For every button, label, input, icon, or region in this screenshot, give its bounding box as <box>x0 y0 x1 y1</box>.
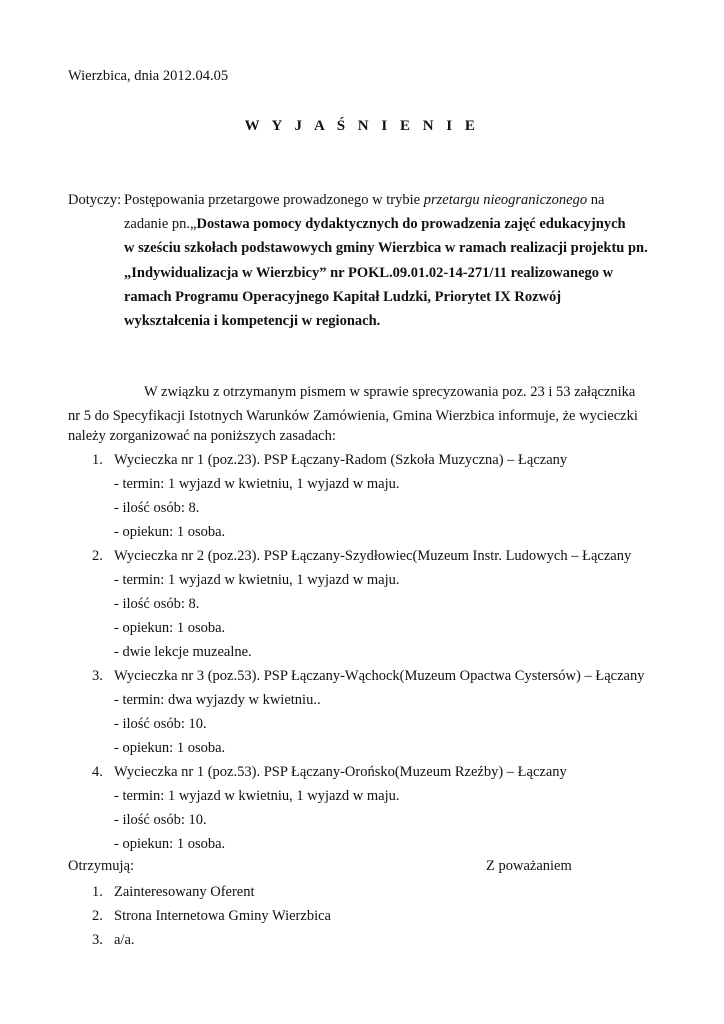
trip-detail: - ilość osób: 8. <box>114 596 200 612</box>
trip-detail: - termin: 1 wyjazd w kwietniu, 1 wyjazd w maju. <box>114 788 400 804</box>
recipients-label: Otrzymują: <box>68 858 135 874</box>
recipient-text: a/a. <box>114 932 135 948</box>
recipient-text: Strona Internetowa Gminy Wierzbica <box>114 908 331 924</box>
trip-detail: - dwie lekcje muzealne. <box>114 644 252 660</box>
trip-title: Wycieczka nr 2 (poz.23). PSP Łączany-Szydłowiec(Muzeum Instr. Ludowych – Łączany <box>114 548 632 564</box>
recipient-item <box>92 884 255 901</box>
recipient-number: 1. <box>92 884 103 900</box>
trip-detail: - opiekun: 1 osoba. <box>114 836 226 852</box>
body-line-3: należy zorganizować na poniższych zasadach: <box>68 428 336 444</box>
trip-detail: - opiekun: 1 osoba. <box>114 524 226 540</box>
subject-line-5: wykształcenia i kompetencji w regionach. <box>124 313 381 329</box>
trip-detail: - termin: 1 wyjazd w kwietniu, 1 wyjazd w maju. <box>114 476 400 492</box>
body-line-1: W związku z otrzymanym pismem w sprawie sprecyzowania poz. 23 i 53 załącznika <box>144 384 636 400</box>
subject-intro-end: na <box>587 192 605 208</box>
trip-detail: - termin: dwa wyjazdy w kwietniu.. <box>114 692 321 708</box>
subject-line-3: „Indywidualizacja w Wierzbicy” nr POKL.09.01.02-14-271/11 realizowanego w <box>124 265 614 281</box>
trip-detail: - ilość osób: 10. <box>114 716 207 732</box>
subject-label: Dotyczy: <box>68 192 122 208</box>
trip-item <box>92 764 567 781</box>
trip-detail: - opiekun: 1 osoba. <box>114 620 226 636</box>
subject-intro <box>124 192 604 209</box>
trip-detail: - ilość osób: 10. <box>114 812 207 828</box>
subject-line-1-plain: zadanie pn.„ <box>124 216 197 232</box>
trip-detail: - opiekun: 1 osoba. <box>114 740 226 756</box>
subject-line-4: ramach Programu Operacyjnego Kapitał Ludzki, Priorytet IX Rozwój <box>124 289 562 305</box>
recipient-item <box>92 908 331 925</box>
recipient-number: 3. <box>92 932 103 948</box>
body-line-2: nr 5 do Specyfikacji Istotnych Warunków Zamówienia, Gmina Wierzbica informuje, że wycieczki <box>68 408 638 424</box>
subject-intro-italic: przetargu nieograniczonego <box>423 192 588 208</box>
trip-detail: - ilość osób: 8. <box>114 500 200 516</box>
trip-title: Wycieczka nr 1 (poz.23). PSP Łączany-Radom (Szkoła Muzyczna) – Łączany <box>114 452 568 468</box>
trip-number: 1. <box>92 452 103 468</box>
trip-number: 4. <box>92 764 103 780</box>
recipient-item <box>92 932 135 949</box>
trip-number: 2. <box>92 548 103 564</box>
place-date: Wierzbica, dnia 2012.04.05 <box>68 68 229 84</box>
subject-line-1 <box>124 216 626 233</box>
document-title: W Y J A Ś N I E N I E <box>244 118 480 134</box>
recipient-number: 2. <box>92 908 103 924</box>
trip-number: 3. <box>92 668 103 684</box>
trip-item <box>92 548 631 565</box>
subject-line-1-bold: Dostawa pomocy dydaktycznych do prowadzenia zajęć edukacyjnych <box>196 216 626 232</box>
trip-detail: - termin: 1 wyjazd w kwietniu, 1 wyjazd w maju. <box>114 572 400 588</box>
subject-line-2: w sześciu szkołach podstawowych gminy Wierzbica w ramach realizacji projektu pn. <box>124 240 648 256</box>
trip-title: Wycieczka nr 1 (poz.53). PSP Łączany-Orońsko(Muzeum Rzeźby) – Łączany <box>114 764 567 780</box>
trip-item <box>92 452 567 469</box>
trip-title: Wycieczka nr 3 (poz.53). PSP Łączany-Wąchock(Muzeum Opactwa Cystersów) – Łączany <box>114 668 645 684</box>
trip-item <box>92 668 644 685</box>
subject-intro-plain: Postępowania przetargowe prowadzonego w trybie <box>124 192 424 208</box>
recipient-text: Zainteresowany Oferent <box>114 884 255 900</box>
closing-text: Z poważaniem <box>486 858 572 874</box>
